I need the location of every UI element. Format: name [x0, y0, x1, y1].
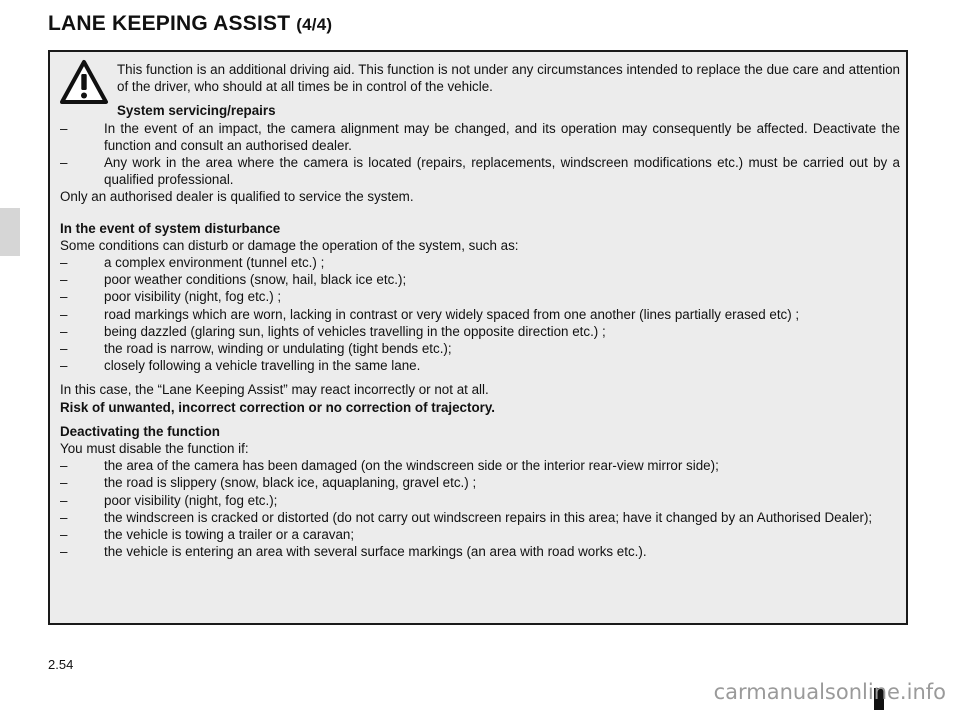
list-item: – closely following a vehicle travelling in the same lane.	[60, 357, 900, 374]
list-item: – In the event of an impact, the camera alignment may be changed, and its operation may consequently be affected. Deactivate the function and consult an authorised dealer.	[60, 120, 900, 154]
list-item: – poor visibility (night, fog etc.);	[60, 492, 900, 509]
intro-paragraph: This function is an additional driving aid. This function is not under any circumstances intended to replace the due care and attention of the driver, who should at all times be in control of the vehicle.	[117, 62, 900, 95]
list-item: – the windscreen is cracked or distorted (do not carry out windscreen repairs in this area; have it changed by an Authorised Dealer);	[60, 509, 900, 526]
servicing-note: Only an authorised dealer is qualified to service the system.	[60, 189, 414, 205]
list-item: – the area of the camera has been damaged (on the windscreen side or the interior rear-view mirror side);	[60, 457, 900, 474]
disturbance-heading: In the event of system disturbance	[60, 220, 281, 236]
watermark-text: carmanualsonline.info	[713, 680, 946, 704]
page-title-suffix: (4/4)	[296, 15, 333, 34]
warning-content	[60, 61, 900, 560]
list-item: – the road is slippery (snow, black ice, aquaplaning, gravel etc.) ;	[60, 474, 900, 491]
warning-box	[48, 50, 908, 625]
case-text: In this case, the “Lane Keeping Assist” may react incorrectly or not at all.	[60, 382, 489, 398]
section-side-tab	[0, 208, 20, 256]
deactivate-intro: You must disable the function if:	[60, 441, 249, 457]
page-title	[48, 12, 332, 36]
page-number: 2.54	[48, 657, 74, 672]
deactivate-heading: Deactivating the function	[60, 423, 220, 439]
disturbance-intro: Some conditions can disturb or damage the operation of the system, such as:	[60, 237, 519, 253]
list-item: – the vehicle is entering an area with several surface markings (an area with road works etc.).	[60, 543, 900, 560]
list-item: – the vehicle is towing a trailer or a caravan;	[60, 526, 900, 543]
risk-text: Risk of unwanted, incorrect correction or no correction of trajectory.	[60, 399, 496, 415]
page-title-text: LANE KEEPING ASSIST	[48, 12, 291, 35]
list-item: – a complex environment (tunnel etc.) ;	[60, 254, 900, 271]
list-item: – road markings which are worn, lacking in contrast or very widely spaced from one another (lines partially erased etc) ;	[60, 306, 900, 323]
list-item: – Any work in the area where the camera is located (repairs, replacements, windscreen modifications etc.) must be carried out by a qualified professional.	[60, 154, 900, 188]
list-item: – poor visibility (night, fog etc.) ;	[60, 288, 900, 305]
list-item: – poor weather conditions (snow, hail, black ice etc.);	[60, 271, 900, 288]
list-item: – the road is narrow, winding or undulating (tight bends etc.);	[60, 340, 900, 357]
servicing-heading: System servicing/repairs	[117, 103, 276, 119]
list-item: – being dazzled (glaring sun, lights of vehicles travelling in the opposite direction etc.) ;	[60, 323, 900, 340]
